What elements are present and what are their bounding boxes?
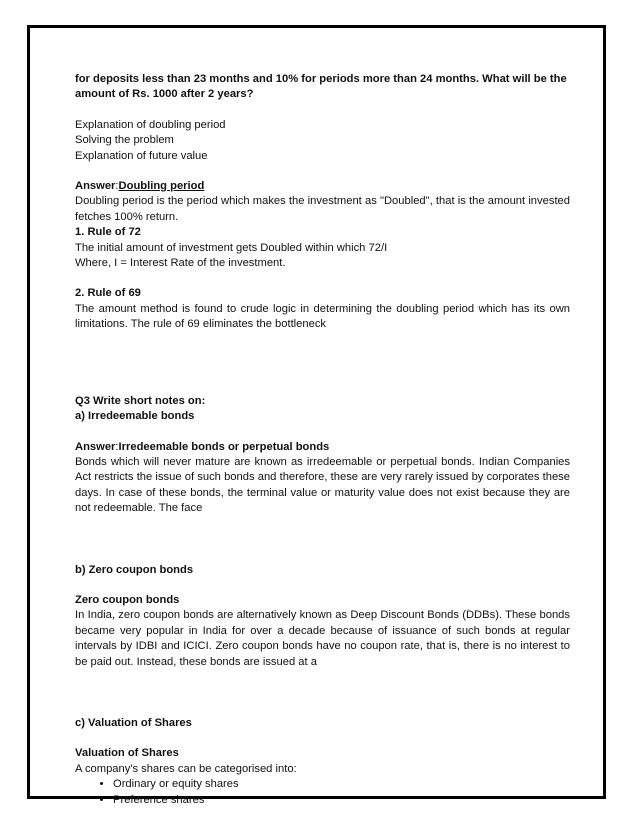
document-body xyxy=(75,72,570,808)
rule-69-title: 2. Rule of 69 xyxy=(75,287,141,300)
doubling-period-definition: Doubling period is the period which makes the investment as "Doubled", that is the amount invested fetches 100% return. xyxy=(75,195,570,223)
rule-72-title: 1. Rule of 72 xyxy=(75,226,141,239)
answer-heading-line xyxy=(75,179,570,194)
shares-list xyxy=(75,777,570,808)
doubling-period-heading: Doubling period xyxy=(118,180,205,193)
irredeemable-text: Bonds which will never mature are known as irredeemable or perpetual bonds. Indian Companies Act restricts the issue of such bonds and therefore, these are very rarely issued by corporates these days. In case of these bonds, the terminal value or maturity value does not exist because they are not redeemable. The face xyxy=(75,455,570,515)
intro-question: for deposits less than 23 months and 10% for periods more than 24 months. What will be the amount of Rs. 1000 after 2 years? xyxy=(75,73,567,101)
rule-72-where: Where, I = Interest Rate of the investment. xyxy=(75,257,286,270)
outline-item: Explanation of doubling period xyxy=(75,118,226,131)
shares-heading: Valuation of Shares xyxy=(75,747,179,760)
rule-72-text: The initial amount of investment gets Doubled within which 72/I xyxy=(75,241,388,254)
answer-label: Answer xyxy=(75,440,116,453)
list-item: • Preference shares xyxy=(113,793,570,808)
q3-title: Q3 Write short notes on: xyxy=(75,394,206,407)
zero-coupon-text: In India, zero coupon bonds are alternatively known as Deep Discount Bonds (DDBs). These bonds became very popular in India for over a decade because of issuance of such bonds at regular intervals by IDBI and ICICI. Zero coupon bonds have no coupon rate, that is, there is no interest to be paid out. Instead, these bonds are issued at a xyxy=(75,609,570,668)
answer-colon: : xyxy=(115,180,119,193)
q3-answer-heading-line xyxy=(75,440,570,455)
shares-intro: A company's shares can be categorised into: xyxy=(75,762,297,775)
list-item: • Ordinary or equity shares xyxy=(113,777,570,792)
outline-item: Explanation of future value xyxy=(75,149,208,162)
irredeemable-heading: Irredeemable bonds or perpetual bonds xyxy=(118,440,330,453)
q3-part-a: a) Irredeemable bonds xyxy=(75,410,195,423)
outline-item: Solving the problem xyxy=(75,134,174,147)
zero-coupon-heading: Zero coupon bonds xyxy=(75,593,180,606)
q3-part-c: c) Valuation of Shares xyxy=(75,716,192,729)
answer-label: Answer xyxy=(75,180,116,193)
rule-69-text: The amount method is found to crude logic in determining the doubling period which has its own limitations. The rule of 69 eliminates the bottleneck xyxy=(75,302,570,331)
q3-part-b: b) Zero coupon bonds xyxy=(75,563,194,576)
answer-colon: : xyxy=(115,440,119,453)
